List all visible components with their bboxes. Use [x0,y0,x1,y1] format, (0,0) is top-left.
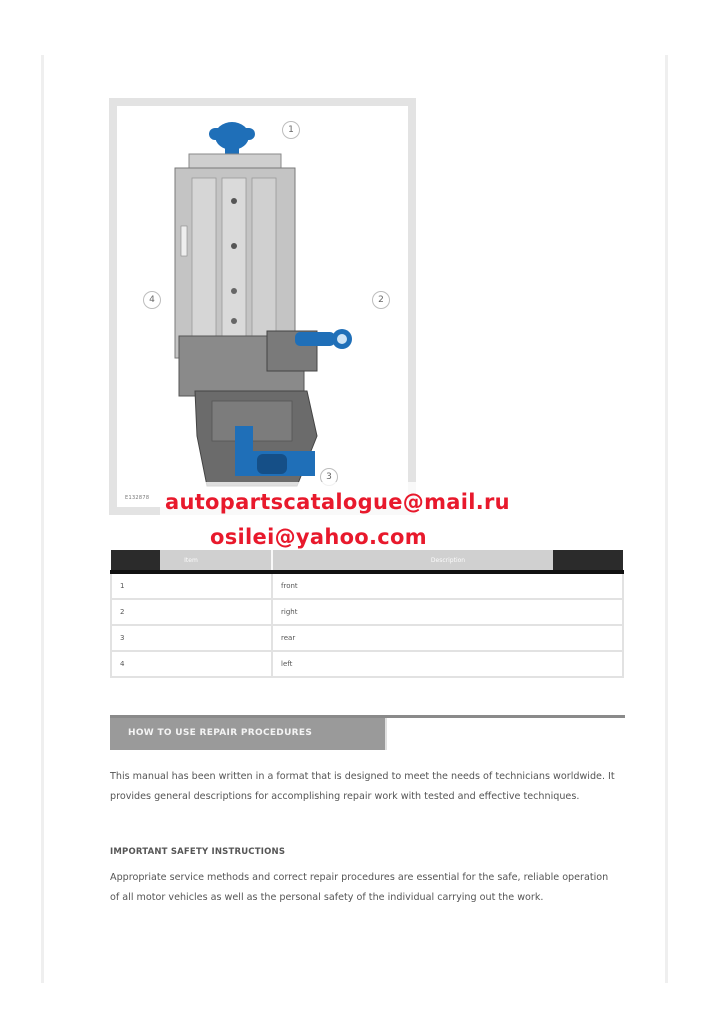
cell-description: left [272,651,623,677]
cell-item: 1 [111,572,272,599]
cell-description: rear [272,625,623,651]
watermark-email-2: osilei@yahoo.com [210,525,427,549]
table-row [111,572,623,599]
cell-item: 2 [111,599,272,625]
figure-id-label: E132878 [125,495,150,501]
table-row [111,651,623,677]
engine-figure [109,98,416,515]
table-row [111,599,623,625]
callout-3: 3 [320,468,338,486]
table-row [111,625,623,651]
intro-paragraph: This manual has been written in a format that is designed to meet the needs of technicians worldwide. It provides general descriptions for accomplishing repair work with tested and effective techniques. [110,771,615,802]
section-title: HOW TO USE REPAIR PROCEDURES [128,728,313,738]
cell-item: 4 [111,651,272,677]
section-title-tab [110,718,387,750]
watermark-email-1: autopartscatalogue@mail.ru [165,490,510,514]
safety-subheading: IMPORTANT SAFETY INSTRUCTIONS [110,847,286,857]
cell-description: front [272,572,623,599]
callout-4: 4 [143,291,161,309]
callout-1: 1 [282,121,300,139]
page-right-edge [665,55,668,983]
cell-description: right [272,599,623,625]
safety-paragraph: Appropriate service methods and correct repair procedures are essential for the safe, reliable operation of all motor vehicles as well as the personal safety of the individual carrying out the work. [110,872,609,903]
page-left-edge [41,55,44,983]
callout-2: 2 [372,291,390,309]
cell-item: 3 [111,625,272,651]
